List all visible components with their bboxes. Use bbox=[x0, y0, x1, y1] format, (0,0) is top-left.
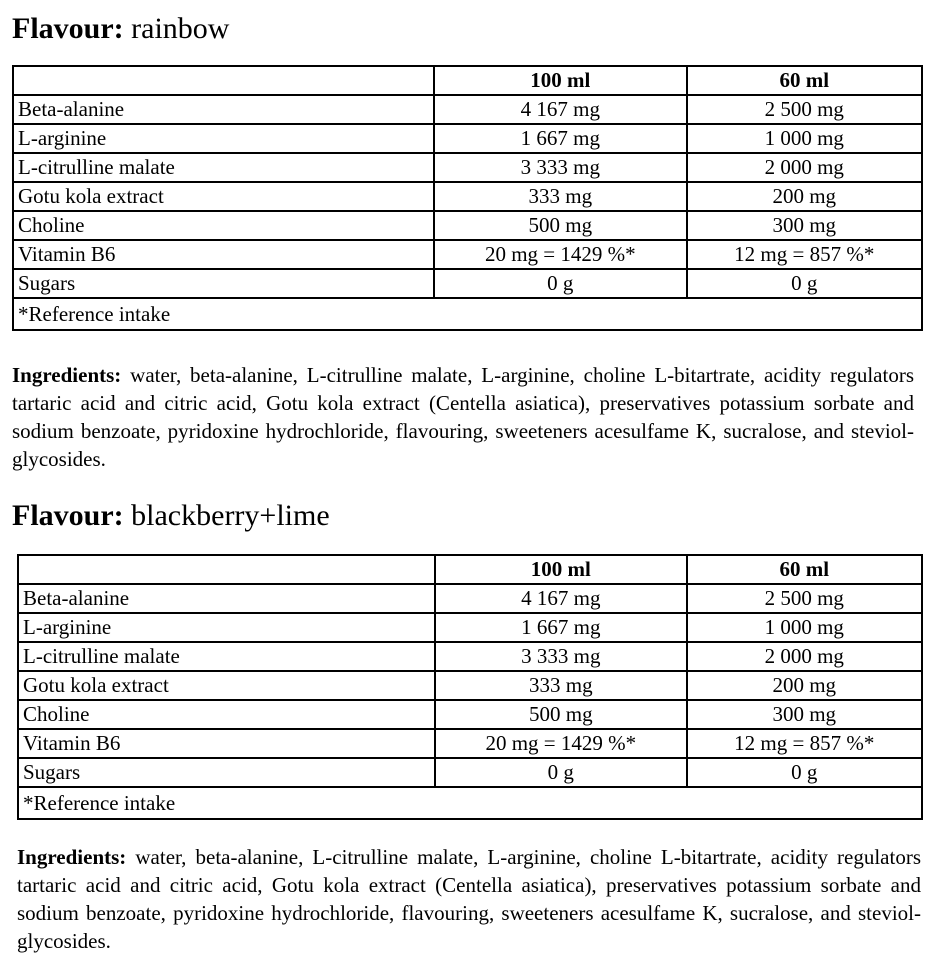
nutrient-name: L-citrulline malate bbox=[18, 642, 435, 671]
flavour-label: Flavour: bbox=[12, 12, 124, 45]
value-60ml: 300 mg bbox=[687, 700, 922, 729]
value-100ml: 500 mg bbox=[435, 700, 686, 729]
table-row bbox=[13, 95, 922, 124]
value-60ml: 12 mg = 857 %* bbox=[687, 729, 922, 758]
reference-intake-footnote: *Reference intake bbox=[18, 787, 922, 819]
nutrient-name: L-arginine bbox=[13, 124, 434, 153]
footnote-row bbox=[13, 298, 922, 330]
table-row bbox=[18, 613, 922, 642]
table-row bbox=[18, 642, 922, 671]
footnote-row bbox=[18, 787, 922, 819]
table-row bbox=[18, 729, 922, 758]
column-header-100ml: 100 ml bbox=[434, 66, 686, 95]
value-100ml: 3 333 mg bbox=[434, 153, 686, 182]
nutrient-name: Vitamin B6 bbox=[13, 240, 434, 269]
table-row bbox=[13, 240, 922, 269]
flavour-name: blackberry+lime bbox=[131, 499, 330, 532]
column-header-name bbox=[13, 66, 434, 95]
flavour-heading bbox=[12, 12, 229, 46]
nutrient-name: L-arginine bbox=[18, 613, 435, 642]
value-100ml: 1 667 mg bbox=[435, 613, 686, 642]
column-header-60ml: 60 ml bbox=[687, 555, 922, 584]
value-100ml: 4 167 mg bbox=[435, 584, 686, 613]
value-100ml: 333 mg bbox=[434, 182, 686, 211]
table-row bbox=[18, 584, 922, 613]
column-header-name bbox=[18, 555, 435, 584]
table-row bbox=[13, 182, 922, 211]
ingredients-label: Ingredients: bbox=[17, 845, 127, 869]
column-header-100ml: 100 ml bbox=[435, 555, 686, 584]
flavour-heading bbox=[12, 499, 330, 533]
value-60ml: 300 mg bbox=[687, 211, 922, 240]
nutrient-name: Choline bbox=[13, 211, 434, 240]
value-100ml: 4 167 mg bbox=[434, 95, 686, 124]
flavour-section-blackberry-lime bbox=[0, 488, 938, 965]
table-row bbox=[13, 124, 922, 153]
value-100ml: 20 mg = 1429 %* bbox=[434, 240, 686, 269]
table-header-row bbox=[18, 555, 922, 584]
value-60ml: 1 000 mg bbox=[687, 124, 922, 153]
nutrient-name: Beta-alanine bbox=[18, 584, 435, 613]
flavour-section-rainbow bbox=[0, 0, 938, 480]
value-100ml: 333 mg bbox=[435, 671, 686, 700]
value-100ml: 500 mg bbox=[434, 211, 686, 240]
ingredients-paragraph bbox=[17, 843, 921, 955]
table-row bbox=[13, 211, 922, 240]
column-header-60ml: 60 ml bbox=[687, 66, 922, 95]
ingredients-text: water, beta-alanine, L-citrulline malate, L-arginine, choline L-bitartrate, acidity regulators tartaric acid and citric acid, Gotu kola extract (Centella asiatica), preservatives potassium sorbate and sodium benzoate, pyridoxine hydrochloride, flavouring, sweeteners acesulfame K, sucralose, and steviol-glycosides. bbox=[12, 363, 915, 471]
table-row bbox=[18, 758, 922, 787]
nutrient-name: L-citrulline malate bbox=[13, 153, 434, 182]
nutrition-table bbox=[17, 554, 923, 820]
nutrient-name: Beta-alanine bbox=[13, 95, 434, 124]
value-60ml: 2 500 mg bbox=[687, 95, 922, 124]
value-60ml: 1 000 mg bbox=[687, 613, 922, 642]
value-60ml: 2 000 mg bbox=[687, 642, 922, 671]
flavour-label: Flavour: bbox=[12, 499, 124, 532]
value-60ml: 0 g bbox=[687, 269, 922, 298]
table-row bbox=[18, 700, 922, 729]
reference-intake-footnote: *Reference intake bbox=[13, 298, 922, 330]
table-row bbox=[13, 153, 922, 182]
value-60ml: 0 g bbox=[687, 758, 922, 787]
value-60ml: 2 000 mg bbox=[687, 153, 922, 182]
nutrient-name: Gotu kola extract bbox=[13, 182, 434, 211]
nutrition-table bbox=[12, 65, 923, 331]
nutrient-name: Choline bbox=[18, 700, 435, 729]
value-100ml: 1 667 mg bbox=[434, 124, 686, 153]
value-100ml: 0 g bbox=[435, 758, 686, 787]
table-row bbox=[18, 671, 922, 700]
nutrient-name: Gotu kola extract bbox=[18, 671, 435, 700]
value-100ml: 3 333 mg bbox=[435, 642, 686, 671]
ingredients-text: water, beta-alanine, L-citrulline malate, L-arginine, choline L-bitartrate, acidity regulators tartaric acid and citric acid, Gotu kola extract (Centella asiatica), preservatives potassium sorbate and sodium benzoate, pyridoxine hydrochloride, flavouring, sweeteners acesulfame K, sucralose, and steviol-glycosides. bbox=[17, 845, 922, 953]
value-60ml: 12 mg = 857 %* bbox=[687, 240, 922, 269]
table-row bbox=[13, 269, 922, 298]
value-60ml: 2 500 mg bbox=[687, 584, 922, 613]
nutrient-name: Vitamin B6 bbox=[18, 729, 435, 758]
nutrient-name: Sugars bbox=[18, 758, 435, 787]
value-60ml: 200 mg bbox=[687, 671, 922, 700]
ingredients-label: Ingredients: bbox=[12, 363, 122, 387]
value-100ml: 20 mg = 1429 %* bbox=[435, 729, 686, 758]
value-60ml: 200 mg bbox=[687, 182, 922, 211]
value-100ml: 0 g bbox=[434, 269, 686, 298]
nutrient-name: Sugars bbox=[13, 269, 434, 298]
table-header-row bbox=[13, 66, 922, 95]
ingredients-paragraph bbox=[12, 361, 914, 473]
flavour-name: rainbow bbox=[131, 12, 230, 45]
